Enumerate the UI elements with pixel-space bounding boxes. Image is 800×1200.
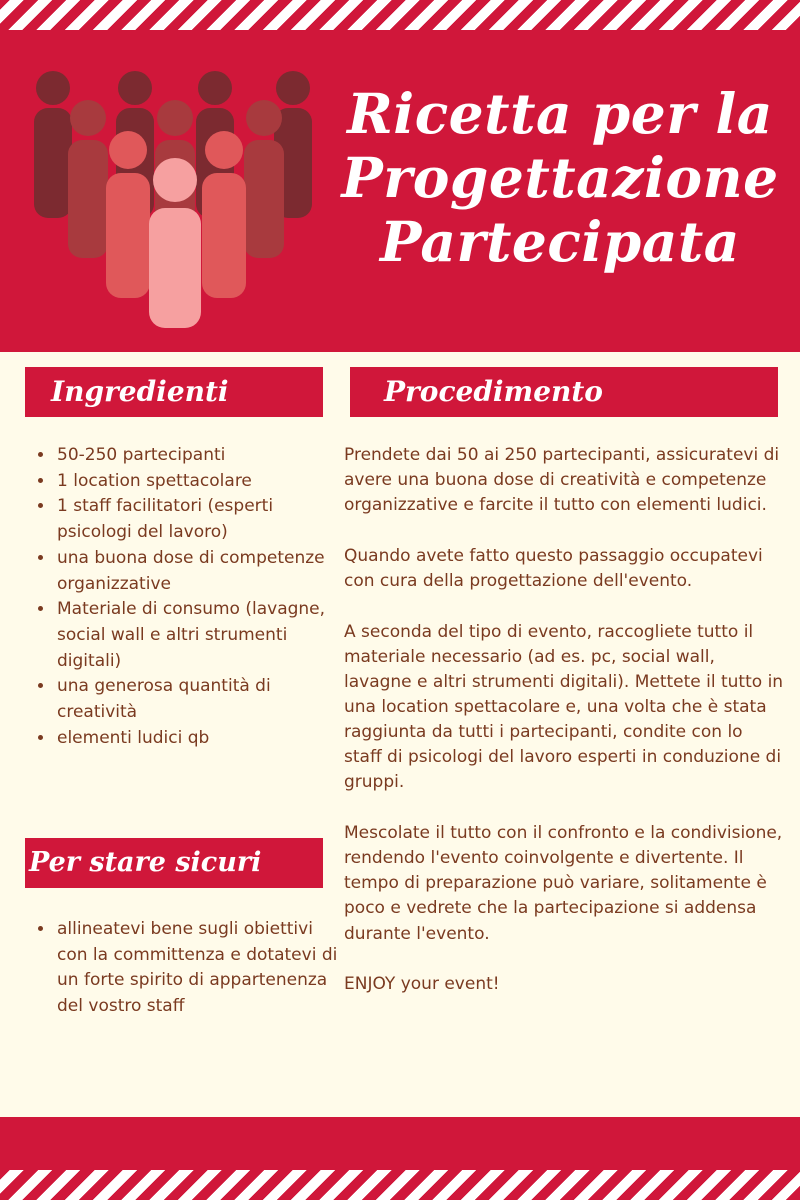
list-item: • 1 location spettacolare [55,469,345,495]
list-item: • elementi ludici qb [55,726,345,752]
bottom-stripe-border [0,1170,800,1200]
top-stripe-border [0,0,800,30]
header-banner [0,30,800,352]
tips-heading: Per stare sicuri [25,838,323,888]
procedure-heading: Procedimento [350,367,778,417]
page-title [340,82,780,274]
list-item: • 1 staff facilitatori (esperti psicologi del lavoro) [55,494,345,545]
list-item: • una generosa quantità di creatività [55,674,345,725]
footer-band [0,1117,800,1170]
ingredients-heading: Ingredienti [25,367,323,417]
title-line-3: Partecipata [380,209,740,274]
title-line-1: Ricetta per la [347,81,773,146]
list-item: • allineatevi bene sugli obiettivi con la committenza e dotatevi di un forte spirito di appartenenza del vostro staff [55,917,345,1020]
procedure-paragraph: Quando avete fatto questo passaggio occupatevi con cura della progettazione dell'evento. [344,545,763,592]
people-group-icon [28,68,328,328]
procedure-paragraph: Mescolate il tutto con il confronto e la condivisione, rendendo l'evento coinvolgente e divertente. Il tempo di preparazione può variare, solitamente è poco e vedrete che la partecipazione si addensa durante l'evento. [344,823,783,944]
list-item: • 50-250 partecipanti [55,443,345,469]
procedure-paragraph: Prendete dai 50 ai 250 partecipanti, assicuratevi di avere una buona dose di creatività e competenze organizzative e farcite il tutto con elementi ludici. [344,445,780,516]
list-item: • Materiale di consumo (lavagne, social wall e altri strumenti digitali) [55,597,345,674]
procedure-paragraph: ENJOY your event! [344,974,500,995]
tips-list [29,917,345,1020]
procedure-paragraph: A seconda del tipo di evento, raccogliete tutto il materiale necessario (ad es. pc, social wall, lavagne e altri strumenti digitali). Mettete il tutto in una location spettacolare e, una volta che è stata raggiunta da tutti i partecipanti, condite con lo staff di psicologi del lavoro esperti in conduzione di gruppi. [344,621,784,793]
title-line-2: Progettazione [341,145,779,210]
procedure-text [344,443,784,1023]
list-item: • una buona dose di competenze organizzative [55,546,345,597]
ingredients-list [29,443,345,751]
